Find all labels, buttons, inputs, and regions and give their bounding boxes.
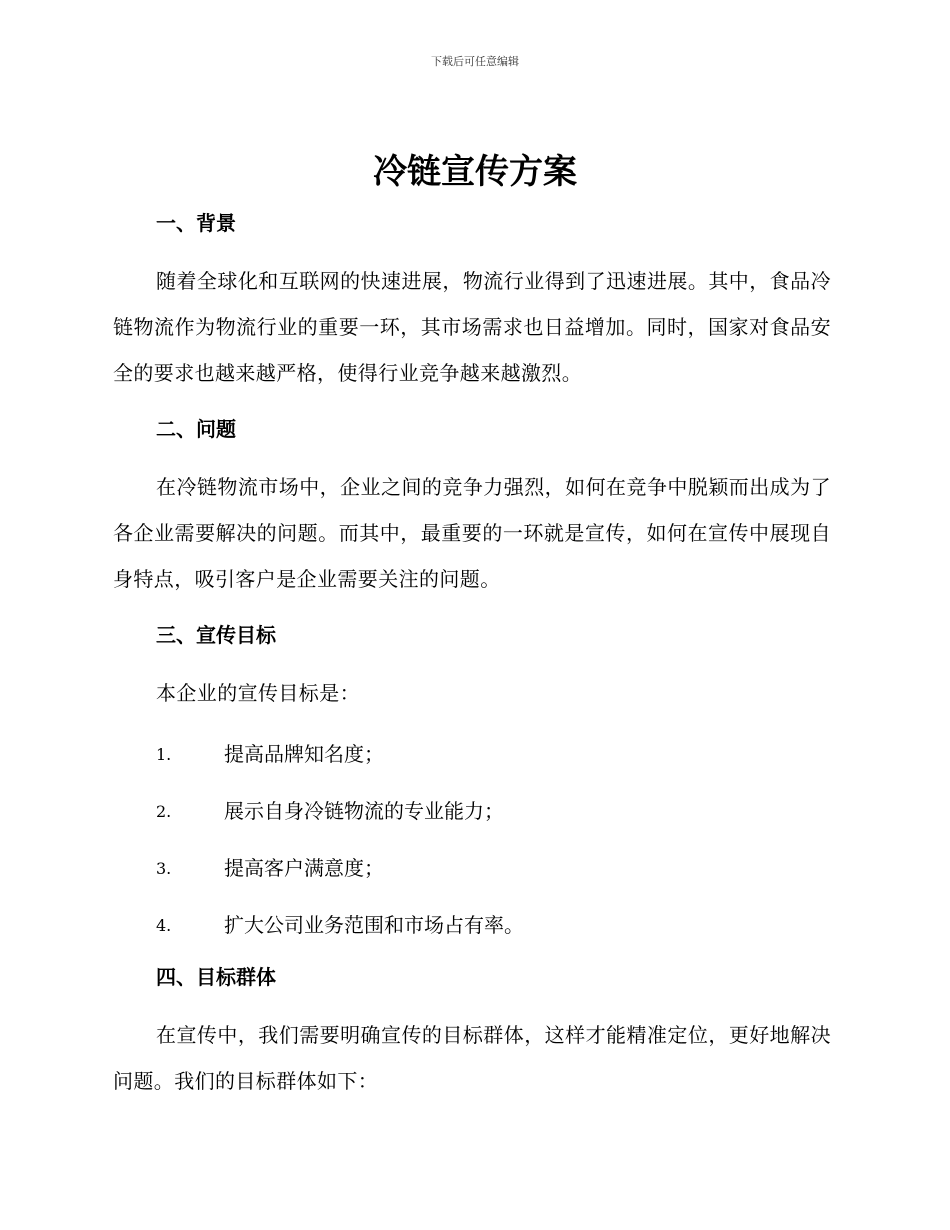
section-problem: [113, 406, 831, 612]
list-number: 1.: [156, 745, 172, 764]
list-text: 提高客户满意度；: [224, 856, 384, 880]
section-background: [113, 200, 831, 406]
document-title: 冷链宣传方案: [373, 152, 577, 192]
header-note: 下载后可任意编辑: [431, 55, 519, 68]
list-text: 扩大公司业务范围和市场占有率。: [224, 913, 524, 937]
list-item: [113, 726, 831, 783]
list-text: 提高品牌知名度；: [224, 742, 384, 766]
list-number: 2.: [156, 802, 172, 821]
section-goals: [113, 612, 831, 954]
section-paragraph: 在冷链物流市场中，企业之间的竞争力强烈，如何在竞争中脱颖而出成为了各企业需要解决的问题。而其中，最重要的一环就是宣传，如何在宣传中展现自身特点，吸引客户是企业需要关注的问题。: [113, 475, 831, 591]
goals-list: [113, 726, 831, 954]
section-paragraph: 在宣传中，我们需要明确宣传的目标群体，这样才能精准定位，更好地解决问题。我们的目标群体如下：: [113, 1023, 831, 1093]
section-target-audience: [113, 954, 831, 1114]
section-heading: 二、问题: [156, 417, 236, 441]
document-body: [113, 200, 831, 1114]
list-item: [113, 840, 831, 897]
section-heading: 一、背景: [156, 211, 236, 235]
list-number: 4.: [156, 916, 172, 935]
section-paragraph: 本企业的宣传目标是：: [156, 681, 360, 705]
section-paragraph: 随着全球化和互联网的快速进展，物流行业得到了迅速进展。其中，食品冷链物流作为物流行业的重要一环，其市场需求也日益增加。同时，国家对食品安全的要求也越来越严格，使得行业竞争越来越激烈。: [113, 269, 831, 385]
list-item: [113, 783, 831, 840]
list-text: 展示自身冷链物流的专业能力；: [224, 799, 504, 823]
section-heading: 三、宣传目标: [156, 623, 276, 647]
list-item: [113, 897, 831, 954]
list-number: 3.: [156, 859, 172, 878]
section-heading: 四、目标群体: [156, 965, 276, 989]
